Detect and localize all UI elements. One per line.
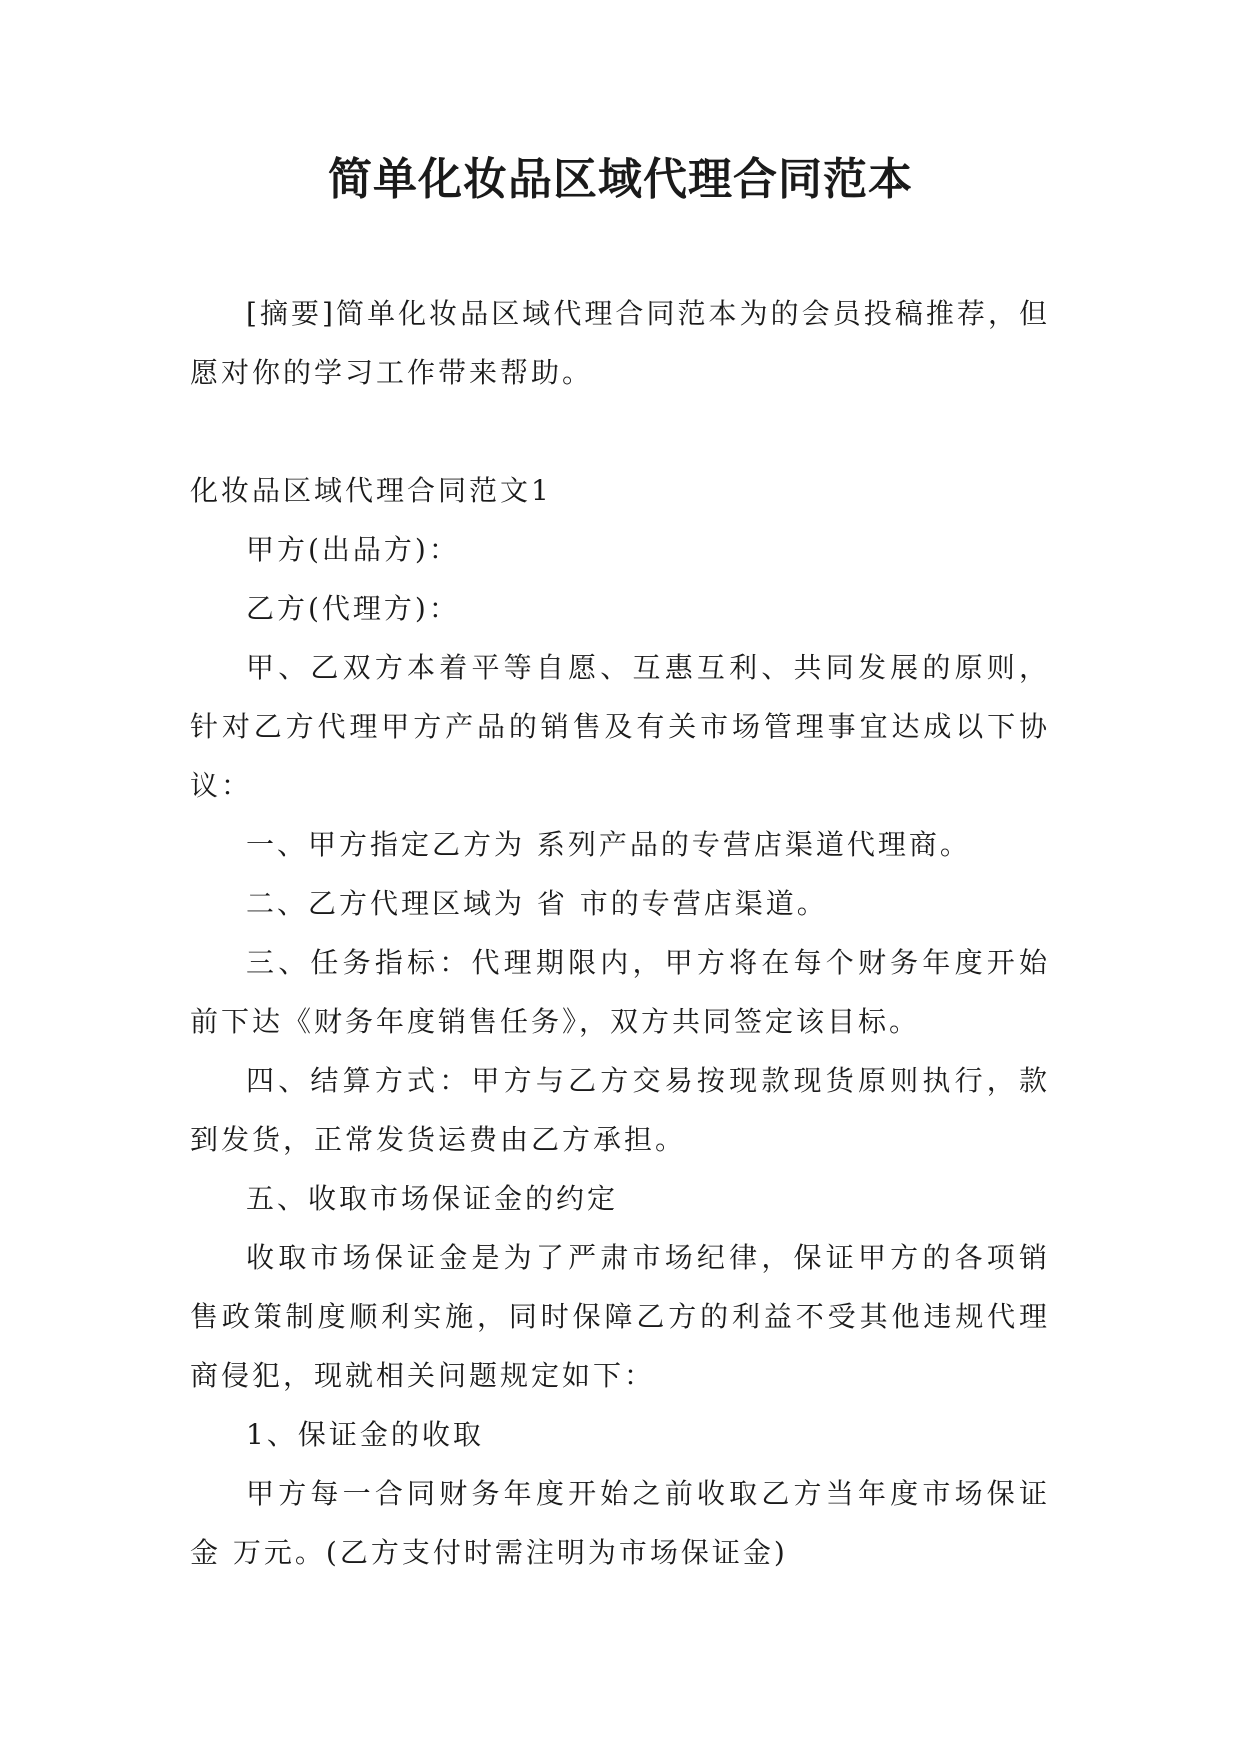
clause-5-paragraph: 收取市场保证金是为了严肃市场纪律，保证甲方的各项销售政策制度顺利实施，同时保障乙方的利益不受其他违规代理商侵犯，现就相关问题规定如下： — [190, 1241, 1050, 1392]
blank-line — [190, 402, 1050, 461]
section-heading: 化妆品区域代理合同范文1 — [190, 474, 552, 507]
clause-4: 四、结算方式：甲方与乙方交易按现款现货原则执行，款到发货，正常发货运费由乙方承担。 — [190, 1064, 1050, 1156]
document-title: 简单化妆品区域代理合同范本 — [328, 154, 913, 205]
abstract-paragraph: [摘要]简单化妆品区域代理合同范本为的会员投稿推荐，但愿对你的学习工作带来帮助。 — [190, 297, 1050, 389]
deposit-paragraph: 甲方每一合同财务年度开始之前收取乙方当年度市场保证金 万元。(乙方支付时需注明为市场保证金) — [190, 1477, 1050, 1569]
clause-5-heading: 五、收取市场保证金的约定 — [246, 1182, 619, 1215]
clause-3: 三、任务指标：代理期限内，甲方将在每个财务年度开始前下达《财务年度销售任务》，双方共同签定该目标。 — [190, 946, 1050, 1038]
preamble-paragraph: 甲、乙双方本着平等自愿、互惠互利、共同发展的原则，针对乙方代理甲方产品的销售及有关市场管理事宜达成以下协议： — [190, 651, 1050, 802]
party-a-line: 甲方(出品方)： — [246, 533, 460, 566]
document-body — [190, 284, 1050, 1582]
deposit-subheading: 1、保证金的收取 — [246, 1418, 484, 1451]
party-b-line: 乙方(代理方)： — [246, 592, 460, 625]
clause-2: 二、乙方代理区域为 省 市的专营店渠道。 — [246, 887, 828, 920]
clause-1: 一、甲方指定乙方为 系列产品的专营店渠道代理商。 — [246, 828, 971, 861]
